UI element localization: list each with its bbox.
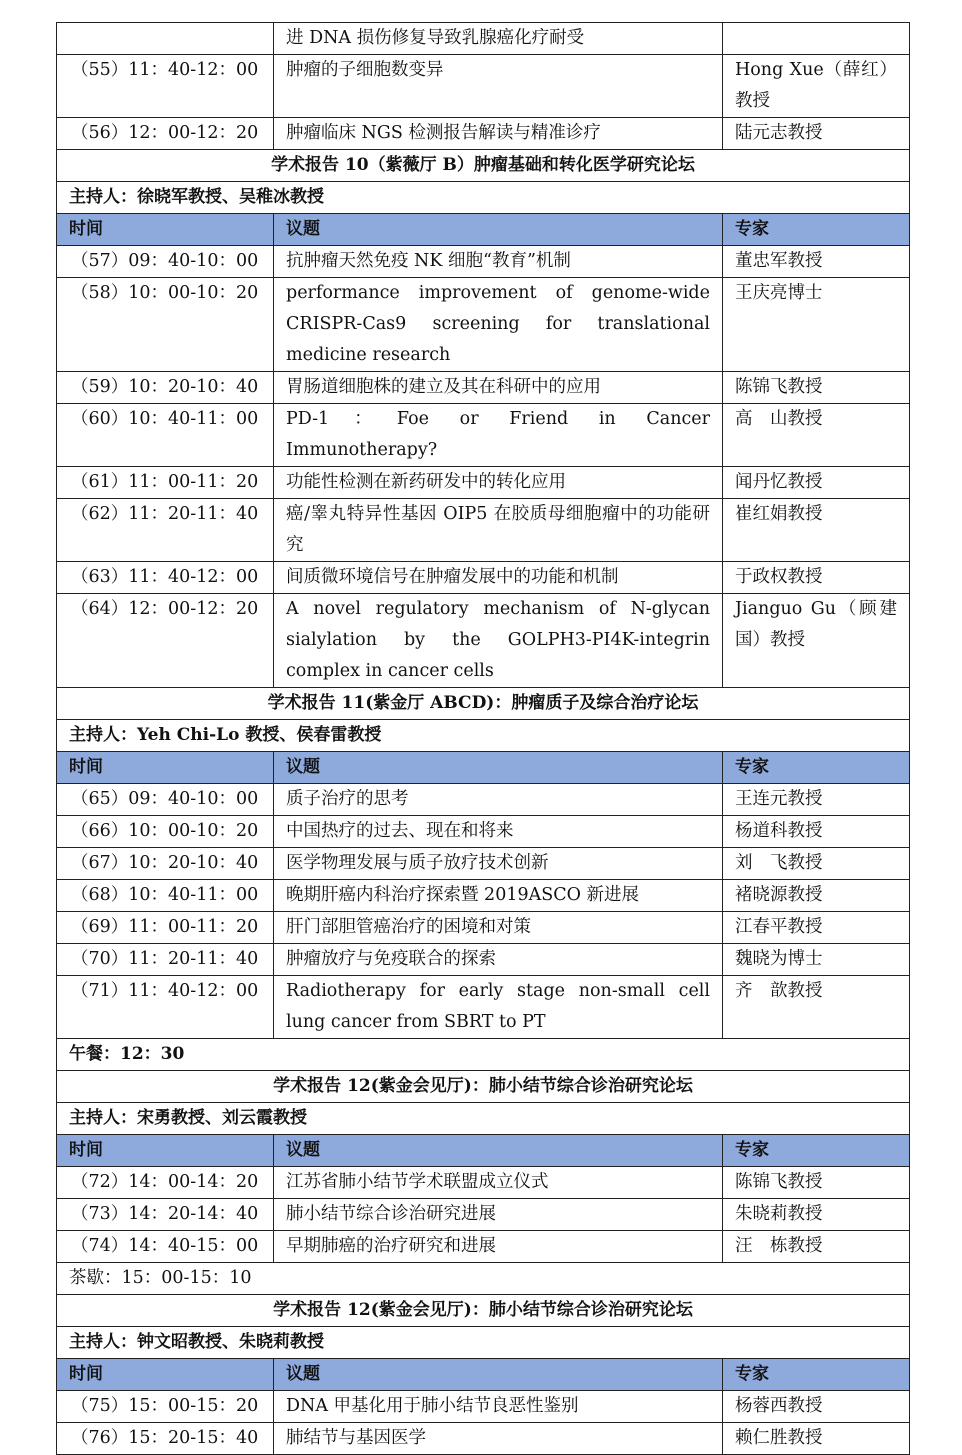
session-expert: 齐 歆教授 bbox=[723, 976, 910, 1039]
section-title: 学术报告 12(紫金会见厅)：肺小结节综合诊治研究论坛 bbox=[57, 1071, 910, 1103]
session-time bbox=[57, 23, 274, 55]
session-expert: 褚晓源教授 bbox=[723, 880, 910, 912]
session-time: （55）11：40-12：00 bbox=[57, 55, 274, 118]
session-time: （61）11：00-11：20 bbox=[57, 467, 274, 499]
session-expert: 于政权教授 bbox=[723, 562, 910, 594]
session-topic: 肿瘤放疗与免疫联合的探索 bbox=[274, 944, 723, 976]
session-topic: PD-1：Foe or Friend in Cancer Immunotherapy? bbox=[274, 404, 723, 467]
host-line: 主持人：钟文昭教授、朱晓莉教授 bbox=[57, 1327, 910, 1359]
session-expert: 汪 栋教授 bbox=[723, 1231, 910, 1263]
session-time: （73）14：20-14：40 bbox=[57, 1199, 274, 1231]
session-topic: 晚期肝癌内科治疗探索暨 2019ASCO 新进展 bbox=[274, 880, 723, 912]
session-expert: 王连元教授 bbox=[723, 784, 910, 816]
lunch-row bbox=[57, 1039, 910, 1071]
session-expert: 魏晓为博士 bbox=[723, 944, 910, 976]
session-topic: 肿瘤的子细胞数变异 bbox=[274, 55, 723, 118]
session-topic: Radiotherapy for early stage non-small cell lung cancer from SBRT to PT bbox=[274, 976, 723, 1039]
session-topic: 质子治疗的思考 bbox=[274, 784, 723, 816]
table-row bbox=[57, 816, 910, 848]
table-row bbox=[57, 594, 910, 688]
header-expert: 专家 bbox=[723, 214, 910, 246]
session-time: （76）15：20-15：40 bbox=[57, 1423, 274, 1455]
header-time: 时间 bbox=[57, 214, 274, 246]
table-row bbox=[57, 404, 910, 467]
header-expert: 专家 bbox=[723, 1135, 910, 1167]
session-topic: 间质微环境信号在肿瘤发展中的功能和机制 bbox=[274, 562, 723, 594]
session-expert: 朱晓莉教授 bbox=[723, 1199, 910, 1231]
header-expert: 专家 bbox=[723, 752, 910, 784]
session-expert: 赖仁胜教授 bbox=[723, 1423, 910, 1455]
session-time: （70）11：20-11：40 bbox=[57, 944, 274, 976]
section-title: 学术报告 11(紫金厅 ABCD)：肿瘤质子及综合治疗论坛 bbox=[57, 688, 910, 720]
session-topic: DNA 甲基化用于肺小结节良恶性鉴别 bbox=[274, 1391, 723, 1423]
session-time: （63）11：40-12：00 bbox=[57, 562, 274, 594]
session-topic: 江苏省肺小结节学术联盟成立仪式 bbox=[274, 1167, 723, 1199]
table-row bbox=[57, 278, 910, 372]
table-row bbox=[57, 1423, 910, 1455]
session-topic: 医学物理发展与质子放疗技术创新 bbox=[274, 848, 723, 880]
section-title: 学术报告 10（紫薇厅 B）肿瘤基础和转化医学研究论坛 bbox=[57, 150, 910, 182]
table-row bbox=[57, 562, 910, 594]
host-line: 主持人：徐晓军教授、吴稚冰教授 bbox=[57, 182, 910, 214]
table-row bbox=[57, 372, 910, 404]
session-expert: 董忠军教授 bbox=[723, 246, 910, 278]
header-topic: 议题 bbox=[274, 1359, 723, 1391]
table-row bbox=[57, 499, 910, 562]
host-line: 主持人：宋勇教授、刘云霞教授 bbox=[57, 1103, 910, 1135]
table-row bbox=[57, 976, 910, 1039]
session-topic: performance improvement of genome-wide CRISPR-Cas9 screening for translational medicine research bbox=[274, 278, 723, 372]
schedule-table bbox=[56, 22, 910, 1455]
session-time: （68）10：40-11：00 bbox=[57, 880, 274, 912]
session-time: （56）12：00-12：20 bbox=[57, 118, 274, 150]
header-topic: 议题 bbox=[274, 1135, 723, 1167]
host-line: 主持人：Yeh Chi-Lo 教授、侯春雷教授 bbox=[57, 720, 910, 752]
session-expert: 陈锦飞教授 bbox=[723, 1167, 910, 1199]
column-header-row bbox=[57, 1359, 910, 1391]
section-title-row bbox=[57, 688, 910, 720]
host-row bbox=[57, 720, 910, 752]
session-expert: Hong Xue（薛红）教授 bbox=[723, 55, 910, 118]
table-row bbox=[57, 55, 910, 118]
session-time: （69）11：00-11：20 bbox=[57, 912, 274, 944]
session-topic: 抗肿瘤天然免疫 NK 细胞“教育”机制 bbox=[274, 246, 723, 278]
session-time: （57）09：40-10：00 bbox=[57, 246, 274, 278]
header-time: 时间 bbox=[57, 1135, 274, 1167]
table-row bbox=[57, 23, 910, 55]
host-row bbox=[57, 1327, 910, 1359]
schedule-document bbox=[56, 22, 909, 1455]
column-header-row bbox=[57, 214, 910, 246]
session-topic: 胃肠道细胞株的建立及其在科研中的应用 bbox=[274, 372, 723, 404]
session-topic: 肺小结节综合诊治研究进展 bbox=[274, 1199, 723, 1231]
session-expert bbox=[723, 23, 910, 55]
session-time: （65）09：40-10：00 bbox=[57, 784, 274, 816]
session-expert: 陈锦飞教授 bbox=[723, 372, 910, 404]
host-row bbox=[57, 182, 910, 214]
tea-break: 茶歇：15：00-15：10 bbox=[57, 1263, 910, 1295]
tea-row bbox=[57, 1263, 910, 1295]
section-title-row bbox=[57, 150, 910, 182]
session-expert: 杨道科教授 bbox=[723, 816, 910, 848]
header-time: 时间 bbox=[57, 1359, 274, 1391]
session-time: （62）11：20-11：40 bbox=[57, 499, 274, 562]
session-topic: 进 DNA 损伤修复导致乳腺癌化疗耐受 bbox=[274, 23, 723, 55]
session-topic: 肝门部胆管癌治疗的困境和对策 bbox=[274, 912, 723, 944]
header-expert: 专家 bbox=[723, 1359, 910, 1391]
host-row bbox=[57, 1103, 910, 1135]
session-expert: 陆元志教授 bbox=[723, 118, 910, 150]
session-topic: 肿瘤临床 NGS 检测报告解读与精准诊疗 bbox=[274, 118, 723, 150]
session-topic: 肺结节与基因医学 bbox=[274, 1423, 723, 1455]
session-topic: 功能性检测在新药研发中的转化应用 bbox=[274, 467, 723, 499]
session-time: （72）14：00-14：20 bbox=[57, 1167, 274, 1199]
table-row bbox=[57, 246, 910, 278]
session-expert: 杨蓉西教授 bbox=[723, 1391, 910, 1423]
session-time: （58）10：00-10：20 bbox=[57, 278, 274, 372]
header-topic: 议题 bbox=[274, 752, 723, 784]
table-row bbox=[57, 880, 910, 912]
column-header-row bbox=[57, 1135, 910, 1167]
section-title-row bbox=[57, 1295, 910, 1327]
session-time: （64）12：00-12：20 bbox=[57, 594, 274, 688]
table-row bbox=[57, 784, 910, 816]
session-topic: 早期肺癌的治疗研究和进展 bbox=[274, 1231, 723, 1263]
table-row bbox=[57, 848, 910, 880]
session-time: （74）14：40-15：00 bbox=[57, 1231, 274, 1263]
session-time: （60）10：40-11：00 bbox=[57, 404, 274, 467]
header-topic: 议题 bbox=[274, 214, 723, 246]
session-time: （75）15：00-15：20 bbox=[57, 1391, 274, 1423]
table-row bbox=[57, 118, 910, 150]
section-title-row bbox=[57, 1071, 910, 1103]
session-expert: 江春平教授 bbox=[723, 912, 910, 944]
session-topic: 中国热疗的过去、现在和将来 bbox=[274, 816, 723, 848]
session-expert: 高 山教授 bbox=[723, 404, 910, 467]
session-time: （66）10：00-10：20 bbox=[57, 816, 274, 848]
session-time: （71）11：40-12：00 bbox=[57, 976, 274, 1039]
section-title: 学术报告 12(紫金会见厅)：肺小结节综合诊治研究论坛 bbox=[57, 1295, 910, 1327]
table-row bbox=[57, 1167, 910, 1199]
table-row bbox=[57, 1391, 910, 1423]
table-row bbox=[57, 944, 910, 976]
session-time: （59）10：20-10：40 bbox=[57, 372, 274, 404]
session-time: （67）10：20-10：40 bbox=[57, 848, 274, 880]
table-row bbox=[57, 467, 910, 499]
schedule-body bbox=[57, 23, 910, 1455]
table-row bbox=[57, 912, 910, 944]
table-row bbox=[57, 1231, 910, 1263]
lunch-break: 午餐：12：30 bbox=[57, 1039, 910, 1071]
session-expert: Jianguo Gu（顾建国）教授 bbox=[723, 594, 910, 688]
table-row bbox=[57, 1199, 910, 1231]
session-expert: 闻丹忆教授 bbox=[723, 467, 910, 499]
session-expert: 刘 飞教授 bbox=[723, 848, 910, 880]
session-expert: 王庆亮博士 bbox=[723, 278, 910, 372]
session-topic: 癌/睾丸特异性基因 OIP5 在胶质母细胞瘤中的功能研究 bbox=[274, 499, 723, 562]
session-expert: 崔红娟教授 bbox=[723, 499, 910, 562]
column-header-row bbox=[57, 752, 910, 784]
session-topic: A novel regulatory mechanism of N-glycan sialylation by the GOLPH3-PI4K-integrin complex in cancer cells bbox=[274, 594, 723, 688]
header-time: 时间 bbox=[57, 752, 274, 784]
